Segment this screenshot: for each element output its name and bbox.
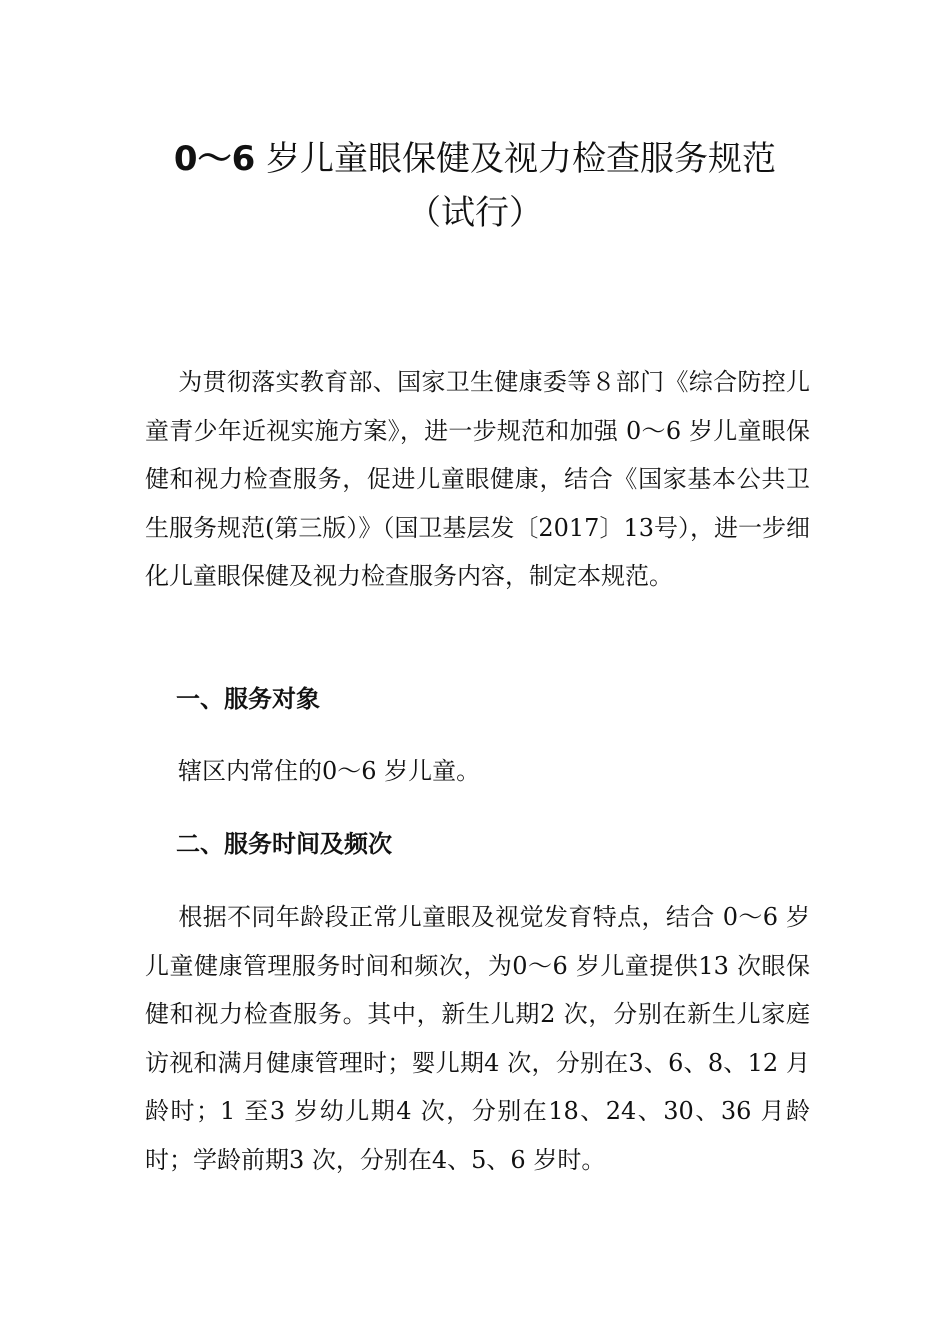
section-heading-service-schedule: 二、服务时间及频次 bbox=[176, 830, 392, 858]
intro-paragraph bbox=[145, 358, 810, 601]
service-target-text: 辖区内常住的0～6 岁儿童。 bbox=[178, 757, 481, 785]
title-age-range: 0～6 bbox=[173, 139, 256, 179]
title-text: 岁儿童眼保健及视力检查服务规范（试行） bbox=[266, 139, 777, 233]
section-body-service-target bbox=[145, 747, 810, 796]
document-title bbox=[140, 132, 810, 240]
service-schedule-text: 根据不同年龄段正常儿童眼及视觉发育特点，结合 0～6 岁儿童健康管理服务时间和频次，为0～6 岁儿童提供13 次眼保健和视力检查服务。其中，新生儿期2 次，分别在新生儿家庭访视和满月健康管理时；婴儿期4 次，分别在3、6、8、12 月龄时；1 至3 岁幼儿期4 次，分别在18、24、30、36 月龄时；学龄前期3 次，分别在4、5、6 岁时。 bbox=[145, 903, 810, 1174]
section-body-service-schedule bbox=[145, 893, 810, 1185]
section-heading-service-target: 一、服务对象 bbox=[176, 685, 320, 713]
intro-text: 为贯彻落实教育部、国家卫生健康委等８部门《综合防控儿童青少年近视实施方案》，进一步规范和加强 0～6 岁儿童眼保健和视力检查服务，促进儿童眼健康，结合《国家基本公共卫生服务规范(第三版）》（国卫基层发〔2017〕13号），进一步细化儿童眼保健及视力检查服务内容，制定本规范。 bbox=[145, 368, 810, 591]
